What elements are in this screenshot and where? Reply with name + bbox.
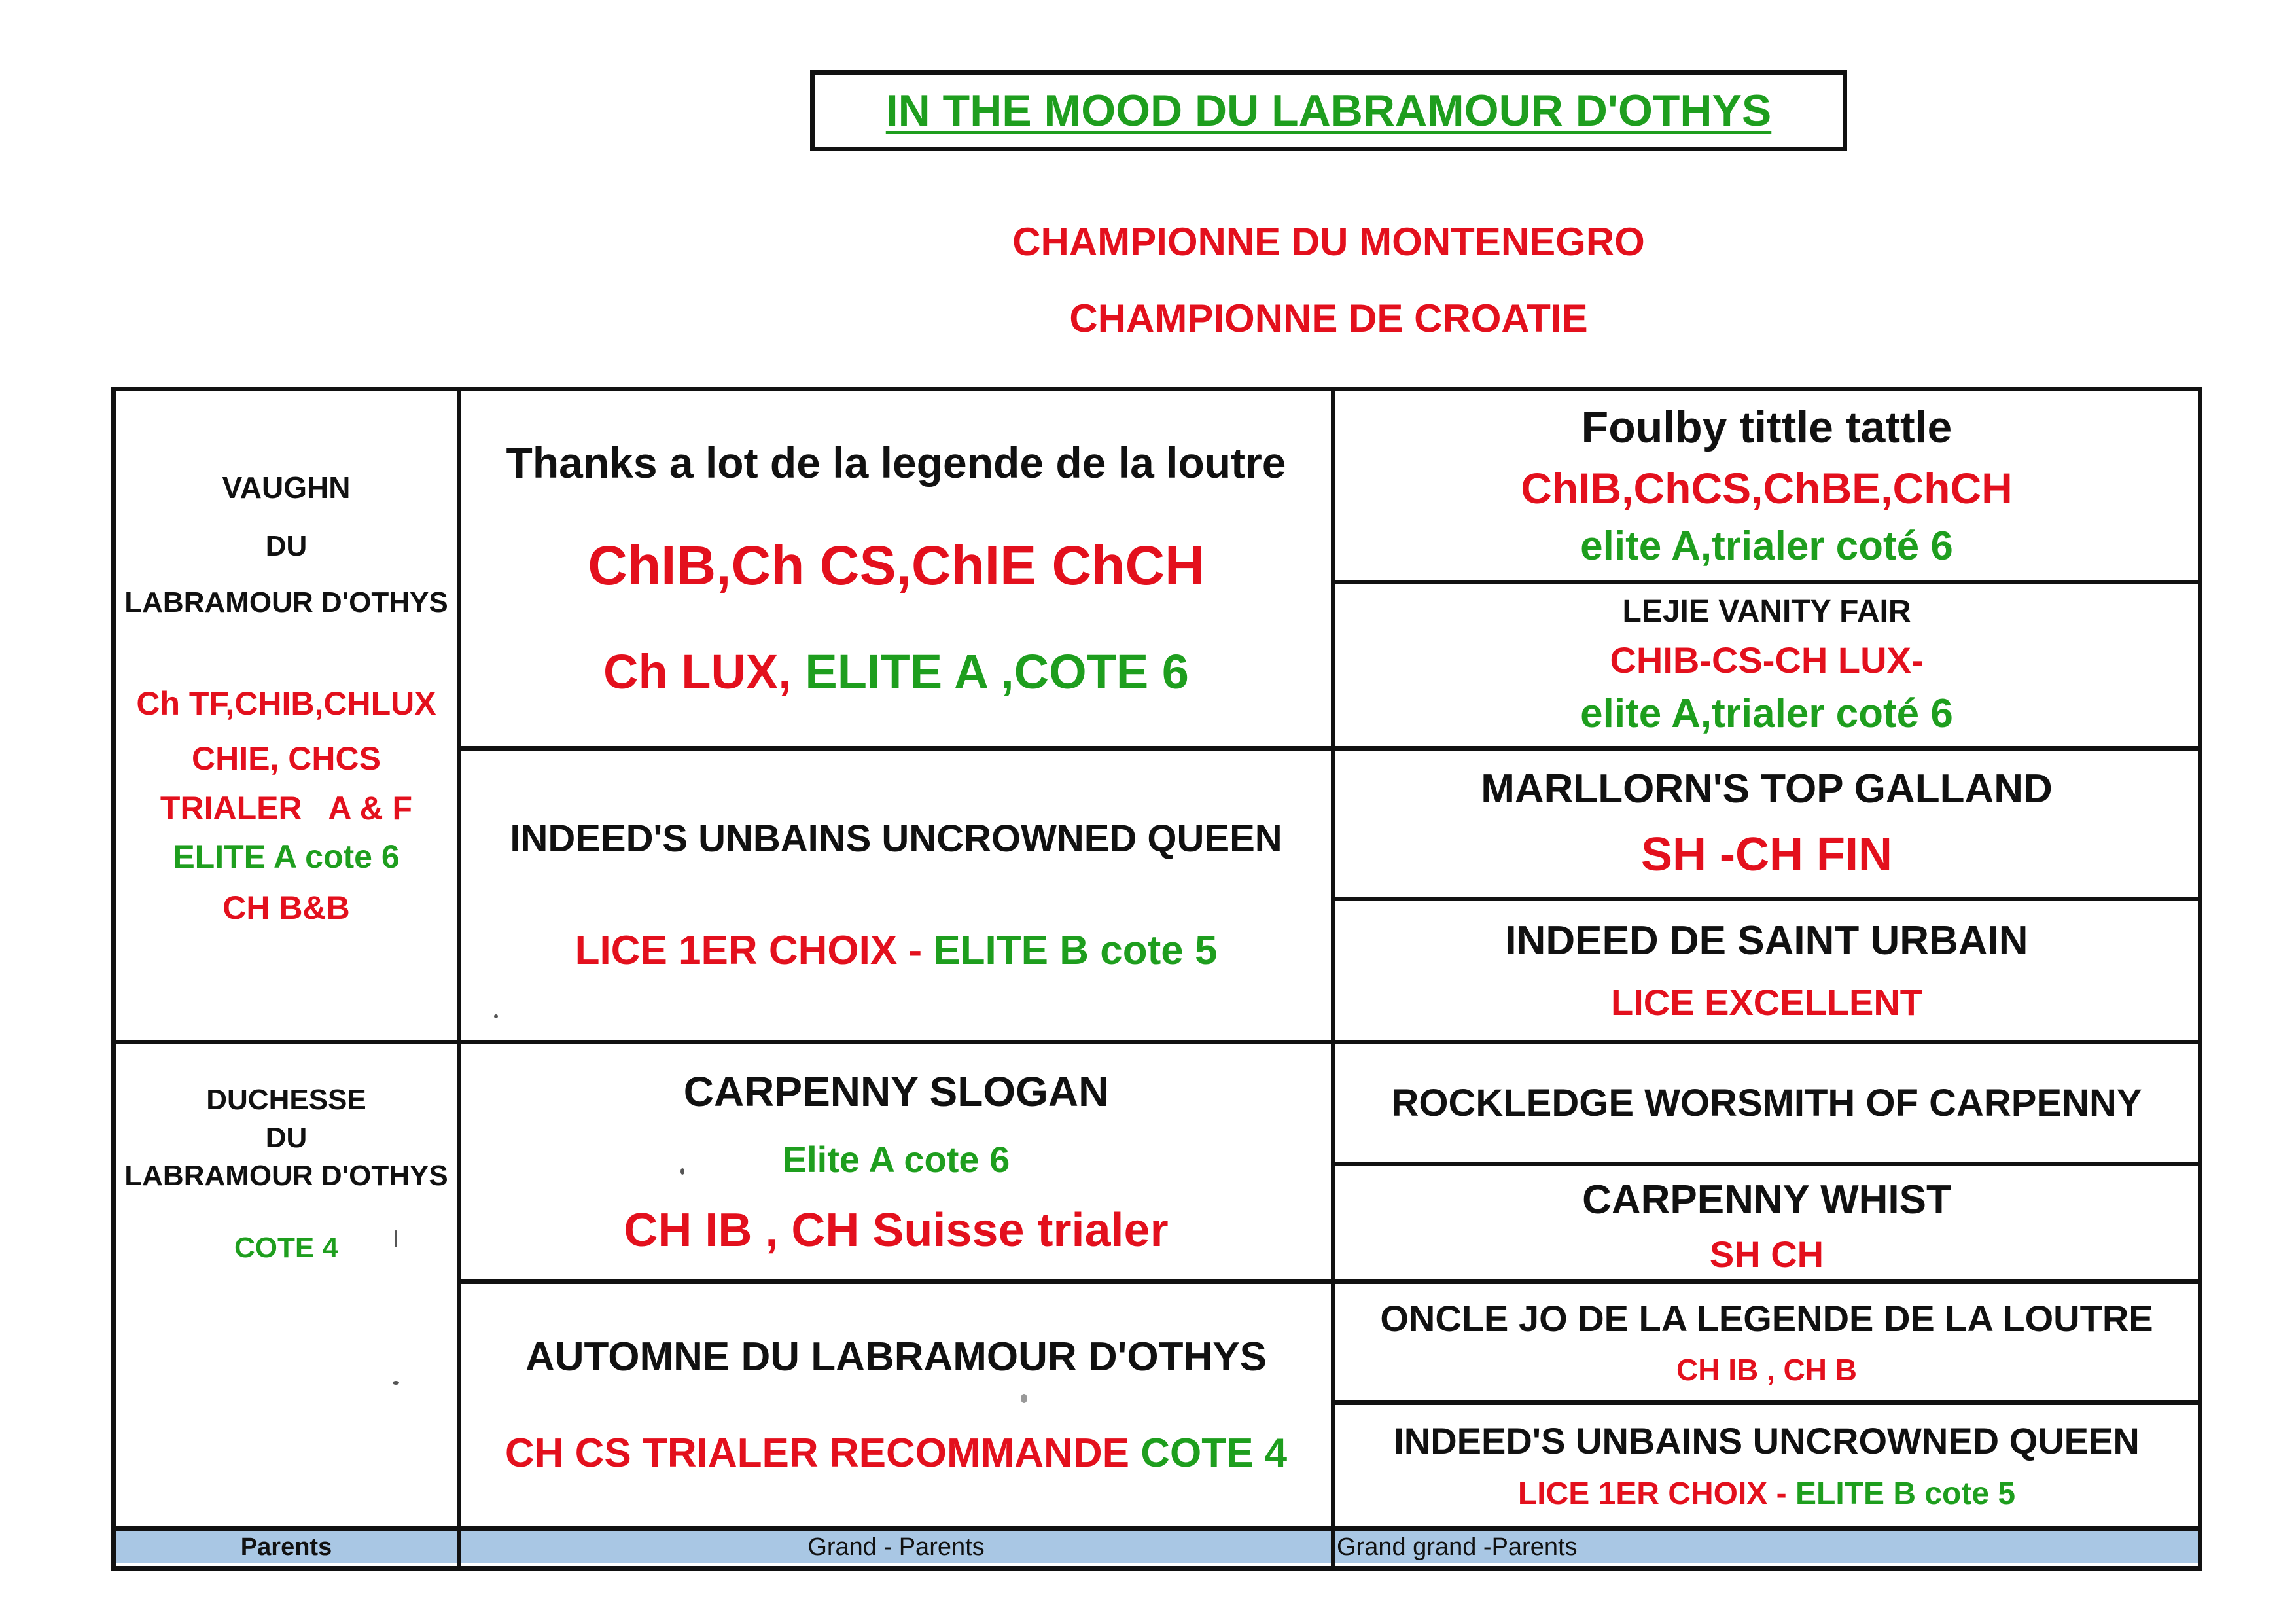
grandparent-3-cell <box>461 1044 1331 1279</box>
row-divider-ggp-2 <box>1331 897 2202 901</box>
great-grandparent-1-titles-red: ChIB,ChCS,ChBE,ChCH <box>1521 463 2013 512</box>
sire-title-line-5: CH B&B <box>222 889 350 926</box>
footer-great-grandparents: Grand grand -Parents <box>1335 1531 2198 1563</box>
great-grandparent-2-name: LEJIE VANITY FAIR <box>1622 594 1911 629</box>
great-grandparent-1-name: Foulby tittle tattle <box>1581 402 1952 452</box>
great-grandparent-5-name: ROCKLEDGE WORSMITH OF CARPENNY <box>1391 1082 2142 1124</box>
great-grandparent-8-cell <box>1335 1405 2198 1526</box>
grandparent-1-name: Thanks a lot de la legende de la loutre <box>506 438 1286 487</box>
row-divider-gp-1 <box>457 746 2202 751</box>
dam-name-line-1: DUCHESSE <box>206 1084 366 1116</box>
scan-speck <box>494 1014 498 1018</box>
great-grandparent-2-titles-red: CHIB-CS-CH LUX- <box>1610 639 1924 681</box>
great-grandparent-3-titles-red: SH -CH FIN <box>1641 828 1892 881</box>
sire-title-line-4: ELITE A cote 6 <box>173 838 400 875</box>
dam-title: COTE 4 <box>234 1232 338 1264</box>
page-title: IN THE MOOD DU LABRAMOUR D'OTHYS <box>885 86 1772 135</box>
subtitle-montenegro: CHAMPIONNE DU MONTENEGRO <box>1012 220 1645 264</box>
footer-divider <box>111 1526 2202 1531</box>
great-grandparent-5-cell <box>1335 1044 2198 1162</box>
great-grandparent-7-cell <box>1335 1284 2198 1400</box>
grandparent-3-name: CARPENNY SLOGAN <box>683 1067 1109 1115</box>
row-divider-ggp-1 <box>1331 580 2202 584</box>
sire-name-line-1: VAUGHN <box>222 471 351 505</box>
grandparent-2-cell <box>461 751 1331 1040</box>
great-grandparent-6-titles-red: SH CH <box>1709 1234 1824 1275</box>
great-grandparent-8-titles-red: LICE 1ER CHOIX <box>1517 1476 1768 1512</box>
grandparent-1-cell <box>461 391 1331 746</box>
row-divider-ggp-3 <box>1331 1162 2202 1166</box>
great-grandparent-3-name: MARLLORN'S TOP GALLAND <box>1481 766 2053 812</box>
great-grandparent-4-name: INDEED DE SAINT URBAIN <box>1505 918 2028 964</box>
great-grandparent-8-name: INDEED'S UNBAINS UNCROWNED QUEEN <box>1394 1419 2140 1461</box>
grandparent-1-titles-2-green: ELITE A ,COTE 6 <box>791 645 1189 699</box>
great-grandparent-1-titles-green: elite A,trialer coté 6 <box>1580 524 1953 569</box>
grandparent-1-titles-2-red: Ch LUX, <box>603 645 792 699</box>
sire-name-line-3: LABRAMOUR D'OTHYS <box>124 586 448 618</box>
grandparent-4-titles-red: CH CS TRIALER RECOMMANDE <box>504 1431 1129 1476</box>
sire-title-line-3: TRIALER A & F <box>160 790 413 827</box>
scan-speck <box>395 1230 397 1247</box>
great-grandparent-8-titles-sep: - <box>1767 1476 1795 1512</box>
sire-title-line-1: Ch TF,CHIB,CHLUX <box>136 685 436 722</box>
grandparent-3-titles-green: Elite A cote 6 <box>782 1139 1010 1180</box>
parent-sire-cell <box>116 391 457 1040</box>
grandparent-1-titles-2 <box>603 644 1189 700</box>
great-grandparent-2-titles-green: elite A,trialer coté 6 <box>1580 691 1953 736</box>
grandparent-4-name: AUTOMNE DU LABRAMOUR D'OTHYS <box>525 1334 1267 1380</box>
grandparent-2-titles-green: ELITE B cote 5 <box>933 927 1218 973</box>
scan-speck <box>680 1168 684 1175</box>
table-border-left <box>111 387 116 1571</box>
footer-grandparents: Grand - Parents <box>461 1531 1331 1563</box>
scan-speck <box>393 1381 399 1385</box>
parent-dam-cell <box>116 1044 457 1526</box>
great-grandparent-8-titles-green: ELITE B cote 5 <box>1795 1476 2016 1512</box>
great-grandparent-2-cell <box>1335 584 2198 746</box>
grandparent-4-cell <box>461 1284 1331 1526</box>
great-grandparent-6-name: CARPENNY WHIST <box>1582 1177 1951 1222</box>
grandparent-4-titles <box>505 1430 1287 1476</box>
great-grandparent-7-name: ONCLE JO DE LA LEGENDE DE LA LOUTRE <box>1380 1297 2153 1339</box>
grandparent-2-titles-red: LICE 1ER CHOIX <box>574 927 898 973</box>
sire-name-line-2: DU <box>265 530 308 562</box>
great-grandparent-7-titles-red: CH IB , CH B <box>1676 1353 1857 1387</box>
grandparent-2-titles <box>575 927 1218 974</box>
table-border-right <box>2198 387 2202 1571</box>
great-grandparent-3-cell <box>1335 751 2198 897</box>
great-grandparent-1-cell <box>1335 391 2198 580</box>
column-divider-2 <box>1331 387 1335 1571</box>
sire-title-line-2: CHIE, CHCS <box>192 740 381 777</box>
great-grandparent-6-cell <box>1335 1166 2198 1286</box>
grandparent-4-titles-green: COTE 4 <box>1129 1431 1288 1476</box>
grandparent-1-titles-1: ChIB,Ch CS,ChIE ChCH <box>588 535 1205 596</box>
table-border-bottom <box>111 1566 2202 1571</box>
dam-name-line-3: LABRAMOUR D'OTHYS <box>124 1160 448 1192</box>
row-divider-ggp-4 <box>1331 1400 2202 1405</box>
table-border-top <box>111 387 2202 391</box>
footer-parents: Parents <box>116 1531 457 1563</box>
great-grandparent-8-titles <box>1518 1476 2015 1512</box>
title-box <box>810 70 1847 151</box>
dam-name-line-2: DU <box>265 1122 308 1154</box>
row-divider-parents <box>111 1040 2202 1044</box>
subtitle-croatie: CHAMPIONNE DE CROATIE <box>1069 296 1588 340</box>
scan-speck <box>1021 1394 1027 1403</box>
grandparent-2-titles-sep: - <box>897 927 934 973</box>
great-grandparent-4-cell <box>1335 901 2198 1040</box>
great-grandparent-4-titles-red: LICE EXCELLENT <box>1610 981 1923 1023</box>
grandparent-3-titles-red: CH IB , CH Suisse trialer <box>624 1204 1169 1257</box>
column-divider-1 <box>457 387 461 1571</box>
grandparent-2-name: INDEED'S UNBAINS UNCROWNED QUEEN <box>510 817 1282 861</box>
